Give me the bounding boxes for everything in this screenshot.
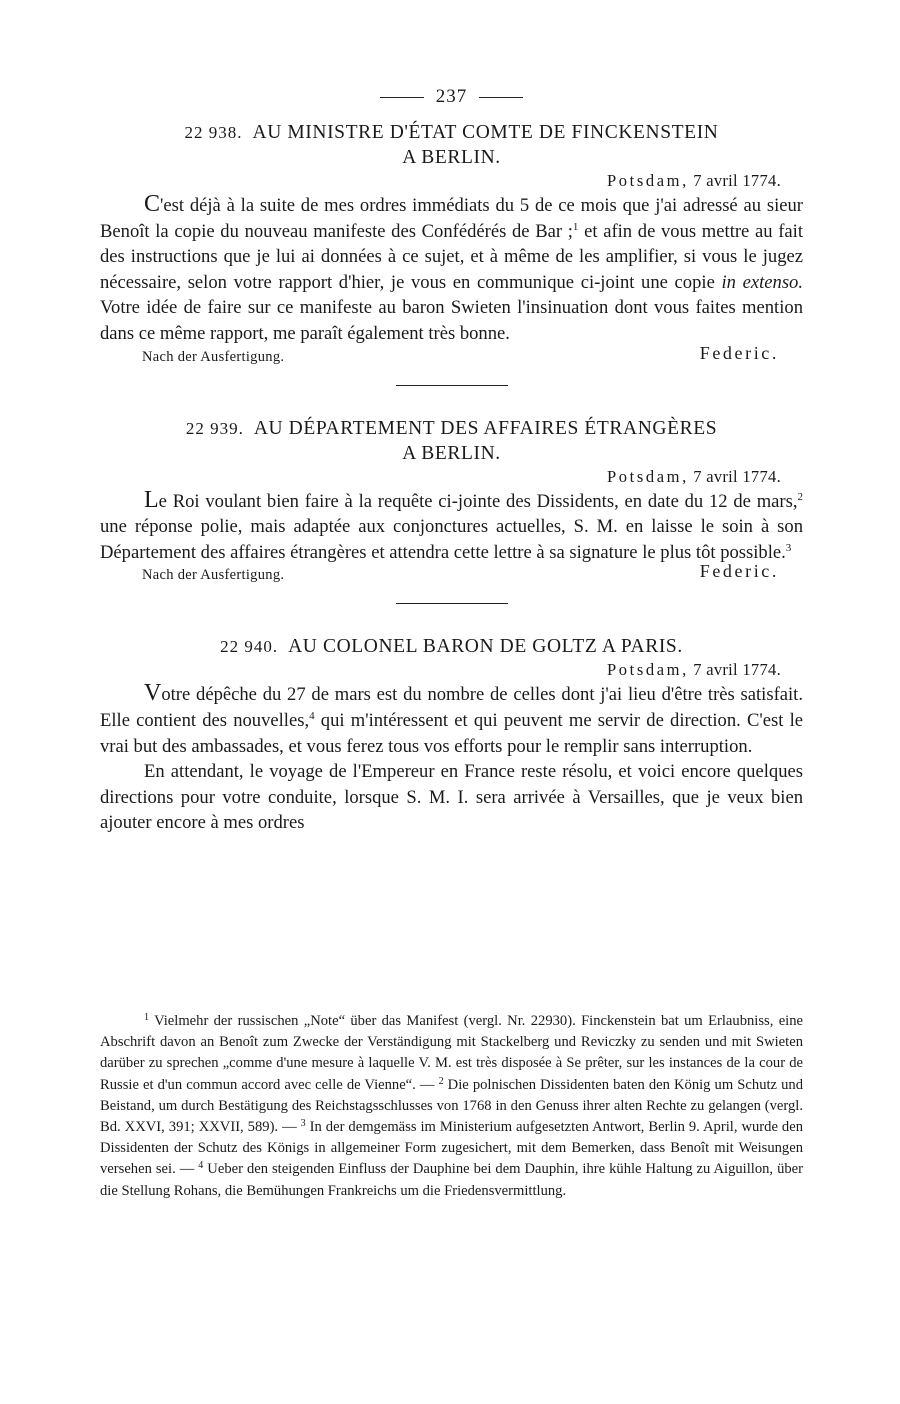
letter-place: Potsdam, (607, 171, 689, 190)
drop-cap: C (144, 191, 161, 217)
letter-footer (100, 342, 803, 371)
text-run: et afin de vous mettre au fait des instructions que je lui ai données à ce sujet, et à même de les amplifier, si vous le jugez nécessaire, selon votre rapport d'hier, je vous en communique ci-joint une copie (100, 220, 803, 293)
letter-date: 7 avril 1774. (693, 171, 781, 190)
source-note: Nach der Ausfertigung. (142, 567, 285, 584)
letter-paragraph (100, 681, 803, 759)
letter-addressee: AU COLONEL BARON DE GOLTZ A PARIS. (288, 636, 683, 658)
footnote-4 (100, 1161, 803, 1198)
separator-rule (396, 603, 508, 604)
drop-cap: L (144, 486, 159, 513)
drop-cap: V (144, 680, 162, 707)
letter-22938 (100, 120, 803, 386)
letter-paragraph: En attendant, le voyage de l'Empereur en France reste résolu, et voici encore quelques directions pour votre conduite, lorsque S. M. I. sera arrivée à Versailles, que je veux bien ajouter encore à mes ordres (100, 761, 803, 834)
page-number-rule-left (380, 97, 424, 98)
footnote-mark: 4 (198, 1160, 204, 1172)
footnote-text: Ueber den steigenden Einfluss der Dauphine bei dem Dauphin, ihre kühle Haltung zu Aiguillon, über die Stellung Rohans, die Bemühungen Frankreichs um die Friedensvermittlung. (100, 1161, 803, 1199)
letter-place-date (100, 170, 803, 192)
letter-addressee: AU MINISTRE D'ÉTAT COMTE DE FINCKENSTEIN (252, 122, 719, 143)
letter-heading (100, 634, 803, 659)
footnote-mark: 3 (300, 1118, 306, 1130)
letter-22939 (100, 416, 803, 605)
separator-rule (396, 385, 508, 386)
letter-date: 7 avril 1774. (693, 466, 781, 486)
footnote-ref: 1 (572, 220, 579, 233)
footnote-text: Vielmehr der russischen „Note“ über das Manifest (vergl. Nr. 22930). Finckenstein bat um Erlaubniss, eine Abschrift davon an Benoît zum Zwecke der Verständigung mit Stackelberg und Reviczky zu senden und mit Swieten darüber zu sprechen „comme d'une mesure à laquelle V. M. est très disposée à Se prêter, sur les instances de la cour de Russie et d'un commun accord avec celle de Vienne“. — (100, 1013, 804, 1093)
letter-place: Potsdam, (607, 466, 689, 486)
letter-body (100, 488, 803, 566)
italic-text: in extenso. (721, 271, 804, 293)
letter-place-date (100, 659, 803, 681)
text-run: 'est déjà à la suite de mes ordres immédiats du 5 de ce mois que j'ai adressé au sieur Benoît la copie du nouveau manifeste des Confédérés de Bar ; (100, 195, 803, 242)
letter-place-date (100, 466, 803, 488)
footnote-mark: 2 (438, 1075, 444, 1087)
letter-number: 22 938. (184, 123, 243, 142)
footnote-mark: 1 (144, 1012, 149, 1023)
signature: Federic. (699, 342, 779, 363)
footnote-text: In der demgemäss im Ministerium aufgesetzten Antwort, Berlin 9. April, wurde den Dissidenten der Schutz des Königs in allgemeiner Form zugesichert, mit dem Bemerken, dass Benoît mit Weisungen versehen sei. — (100, 1119, 803, 1178)
footnote-text: Die polnischen Dissidenten baten den König um Schutz und Beistand, um durch Bestätigung des Reichstagsschlusses von 1768 in den Genuss ihrer alten Rechte zu gelangen (vergl. Bd. XXVI, 391; XXVII, 589). — (100, 1076, 803, 1136)
page-number-text: 237 (435, 86, 468, 107)
text-run: otre dépêche du 27 de mars est du nombre de celles dont j'ai lieu d'être très satisfait. Elle contient des nouvelles, (100, 684, 803, 731)
letter-heading (100, 416, 803, 466)
footnote-ref: 2 (797, 490, 803, 503)
text-run: Votre idée de faire sur ce manifeste au baron Swieten l'insinuation dont vous faites mention dans ce même rapport, me paraît également très bonne. (100, 297, 803, 344)
letter-paragraph (100, 192, 803, 347)
letter-heading (100, 120, 803, 170)
letter-number: 22 940. (220, 637, 279, 657)
page-content (100, 86, 803, 836)
letter-body (100, 681, 803, 836)
letter-addressee-city: A BERLIN. (402, 147, 501, 168)
letter-footer (100, 561, 803, 589)
signature: Federic. (699, 561, 779, 582)
letter-paragraph (100, 488, 803, 566)
letter-number: 22 939. (185, 418, 244, 438)
page-number (100, 86, 803, 108)
text-run: qui m'intéressent et qui peuvent me servir de direction. C'est le vrai but des ambassades, et vous ferez tous vos efforts pour le remplir sans interruption. (100, 709, 803, 757)
letter-date: 7 avril 1774. (693, 660, 781, 680)
footnote-ref: 4 (309, 709, 315, 722)
letter-place: Potsdam, (607, 660, 689, 680)
letter-addressee: AU DÉPARTEMENT DES AFFAIRES ÉTRANGÈRES (253, 417, 718, 439)
text-run: une réponse polie, mais adaptée aux conjonctures actuelles, S. M. en laisse le soin à son Département des affaires étrangères et attendra cette lettre à sa signature le plus tôt possible. (100, 516, 803, 563)
letter-22940 (100, 634, 803, 836)
letter-addressee-city: A BERLIN. (402, 442, 501, 464)
page-number-rule-right (479, 97, 523, 98)
footnote-ref: 3 (785, 541, 792, 554)
letter-body (100, 192, 803, 347)
footnotes (100, 1011, 803, 1202)
text-run: e Roi voulant bien faire à la requête ci-jointe des Dissidents, en date du 12 de mars, (158, 490, 798, 512)
source-note: Nach der Ausfertigung. (142, 348, 285, 365)
